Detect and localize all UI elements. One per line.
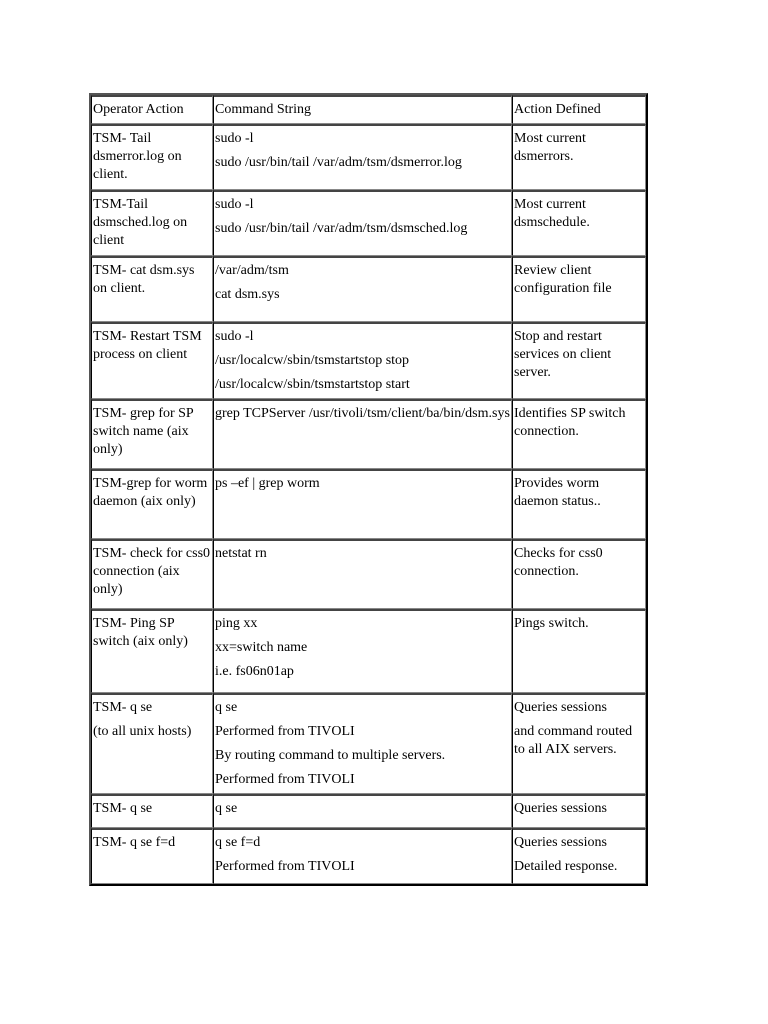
table-row bbox=[91, 322, 646, 399]
cell-operator-action bbox=[91, 693, 213, 794]
cell-action-defined bbox=[512, 539, 646, 609]
cell-command-string bbox=[213, 828, 512, 884]
table-row bbox=[91, 469, 646, 539]
cell-line: q se f=d bbox=[215, 835, 261, 850]
cell-line: cat dsm.sys bbox=[215, 287, 280, 302]
cell-line: sudo -l bbox=[215, 329, 254, 344]
cell-action-defined bbox=[512, 693, 646, 794]
cell-line: netstat rn bbox=[215, 546, 267, 561]
header-operator-action: Operator Action bbox=[91, 95, 213, 124]
cell-line: Identifies SP switch connection. bbox=[514, 406, 626, 439]
cell-operator-action bbox=[91, 256, 213, 322]
cell-operator-action bbox=[91, 124, 213, 190]
cell-line: TSM- Tail dsmerror.log on client. bbox=[93, 131, 182, 182]
cell-command-string bbox=[213, 539, 512, 609]
cell-command-string bbox=[213, 190, 512, 256]
cell-line: and command routed to all AIX servers. bbox=[514, 724, 633, 757]
cell-line: /var/adm/tsm bbox=[215, 263, 289, 278]
tsm-command-table bbox=[89, 93, 648, 886]
cell-line: TSM- q se bbox=[93, 700, 153, 715]
cell-line: Review client configuration file bbox=[514, 263, 612, 296]
cell-line: grep TCPServer /usr/tivoli/tsm/client/ba/bin/dsm.sys bbox=[215, 406, 510, 421]
header-command-string: Command String bbox=[213, 95, 512, 124]
cell-operator-action bbox=[91, 399, 213, 469]
cell-operator-action bbox=[91, 469, 213, 539]
cell-command-string bbox=[213, 124, 512, 190]
cell-operator-action bbox=[91, 794, 213, 828]
cell-action-defined bbox=[512, 794, 646, 828]
cell-line: sudo /usr/bin/tail /var/adm/tsm/dsmsched.log bbox=[215, 221, 468, 236]
cell-command-string bbox=[213, 469, 512, 539]
table-body bbox=[91, 95, 646, 884]
cell-line: Queries sessions bbox=[514, 801, 607, 816]
cell-line: ps –ef | grep worm bbox=[215, 476, 320, 491]
cell-line: Performed from TIVOLI bbox=[215, 772, 355, 787]
cell-line: Checks for css0 connection. bbox=[514, 546, 603, 579]
cell-command-string bbox=[213, 794, 512, 828]
cell-action-defined bbox=[512, 399, 646, 469]
table-row bbox=[91, 124, 646, 190]
cell-line: xx=switch name bbox=[215, 640, 308, 655]
cell-operator-action bbox=[91, 322, 213, 399]
cell-line: Most current dsmerrors. bbox=[514, 131, 586, 164]
cell-operator-action bbox=[91, 828, 213, 884]
cell-line: sudo -l bbox=[215, 131, 254, 146]
cell-line: TSM- Ping SP switch (aix only) bbox=[93, 616, 188, 649]
cell-operator-action bbox=[91, 190, 213, 256]
cell-operator-action bbox=[91, 609, 213, 693]
cell-line: /usr/localcw/sbin/tsmstartstop stop bbox=[215, 353, 410, 368]
cell-action-defined bbox=[512, 124, 646, 190]
cell-action-defined bbox=[512, 322, 646, 399]
cell-line: Queries sessions bbox=[514, 835, 607, 850]
cell-line: Provides worm daemon status.. bbox=[514, 476, 601, 509]
cell-line: /usr/localcw/sbin/tsmstartstop start bbox=[215, 377, 410, 392]
cell-line: By routing command to multiple servers. bbox=[215, 748, 446, 763]
cell-operator-action bbox=[91, 539, 213, 609]
cell-action-defined bbox=[512, 469, 646, 539]
cell-line: i.e. fs06n01ap bbox=[215, 664, 294, 679]
header-action-defined: Action Defined bbox=[512, 95, 646, 124]
cell-line: TSM- q se f=d bbox=[93, 835, 176, 850]
cell-action-defined bbox=[512, 828, 646, 884]
cell-line: TSM-Tail dsmsched.log on client bbox=[93, 197, 188, 248]
cell-line: sudo -l bbox=[215, 197, 254, 212]
cell-action-defined bbox=[512, 609, 646, 693]
cell-line: TSM- check for css0 connection (aix only) bbox=[93, 546, 211, 597]
cell-command-string bbox=[213, 256, 512, 322]
cell-line: Most current dsmschedule. bbox=[514, 197, 590, 230]
cell-line: TSM- cat dsm.sys on client. bbox=[93, 263, 195, 296]
cell-line: TSM-grep for worm daemon (aix only) bbox=[93, 476, 208, 509]
cell-line: ping xx bbox=[215, 616, 258, 631]
cell-command-string bbox=[213, 399, 512, 469]
table-row bbox=[91, 693, 646, 794]
cell-line: Stop and restart services on client server. bbox=[514, 329, 612, 380]
table-row bbox=[91, 256, 646, 322]
cell-line: sudo /usr/bin/tail /var/adm/tsm/dsmerror.log bbox=[215, 155, 462, 170]
cell-line: TSM- q se bbox=[93, 801, 153, 816]
cell-line: Performed from TIVOLI bbox=[215, 724, 355, 739]
cell-line: Queries sessions bbox=[514, 700, 607, 715]
cell-line: q se bbox=[215, 700, 238, 715]
cell-command-string bbox=[213, 693, 512, 794]
table-row bbox=[91, 609, 646, 693]
table-row bbox=[91, 190, 646, 256]
table-row bbox=[91, 399, 646, 469]
cell-line: Detailed response. bbox=[514, 859, 618, 874]
cell-line: Pings switch. bbox=[514, 616, 589, 631]
table-row bbox=[91, 828, 646, 884]
cell-line: TSM- grep for SP switch name (aix only) bbox=[93, 406, 194, 457]
table-header-row bbox=[91, 95, 646, 124]
cell-command-string bbox=[213, 609, 512, 693]
cell-line: Performed from TIVOLI bbox=[215, 859, 355, 874]
cell-action-defined bbox=[512, 190, 646, 256]
cell-action-defined bbox=[512, 256, 646, 322]
cell-line: TSM- Restart TSM process on client bbox=[93, 329, 202, 362]
cell-line: (to all unix hosts) bbox=[93, 724, 192, 739]
cell-line: q se bbox=[215, 801, 238, 816]
cell-command-string bbox=[213, 322, 512, 399]
table-row bbox=[91, 794, 646, 828]
table-row bbox=[91, 539, 646, 609]
